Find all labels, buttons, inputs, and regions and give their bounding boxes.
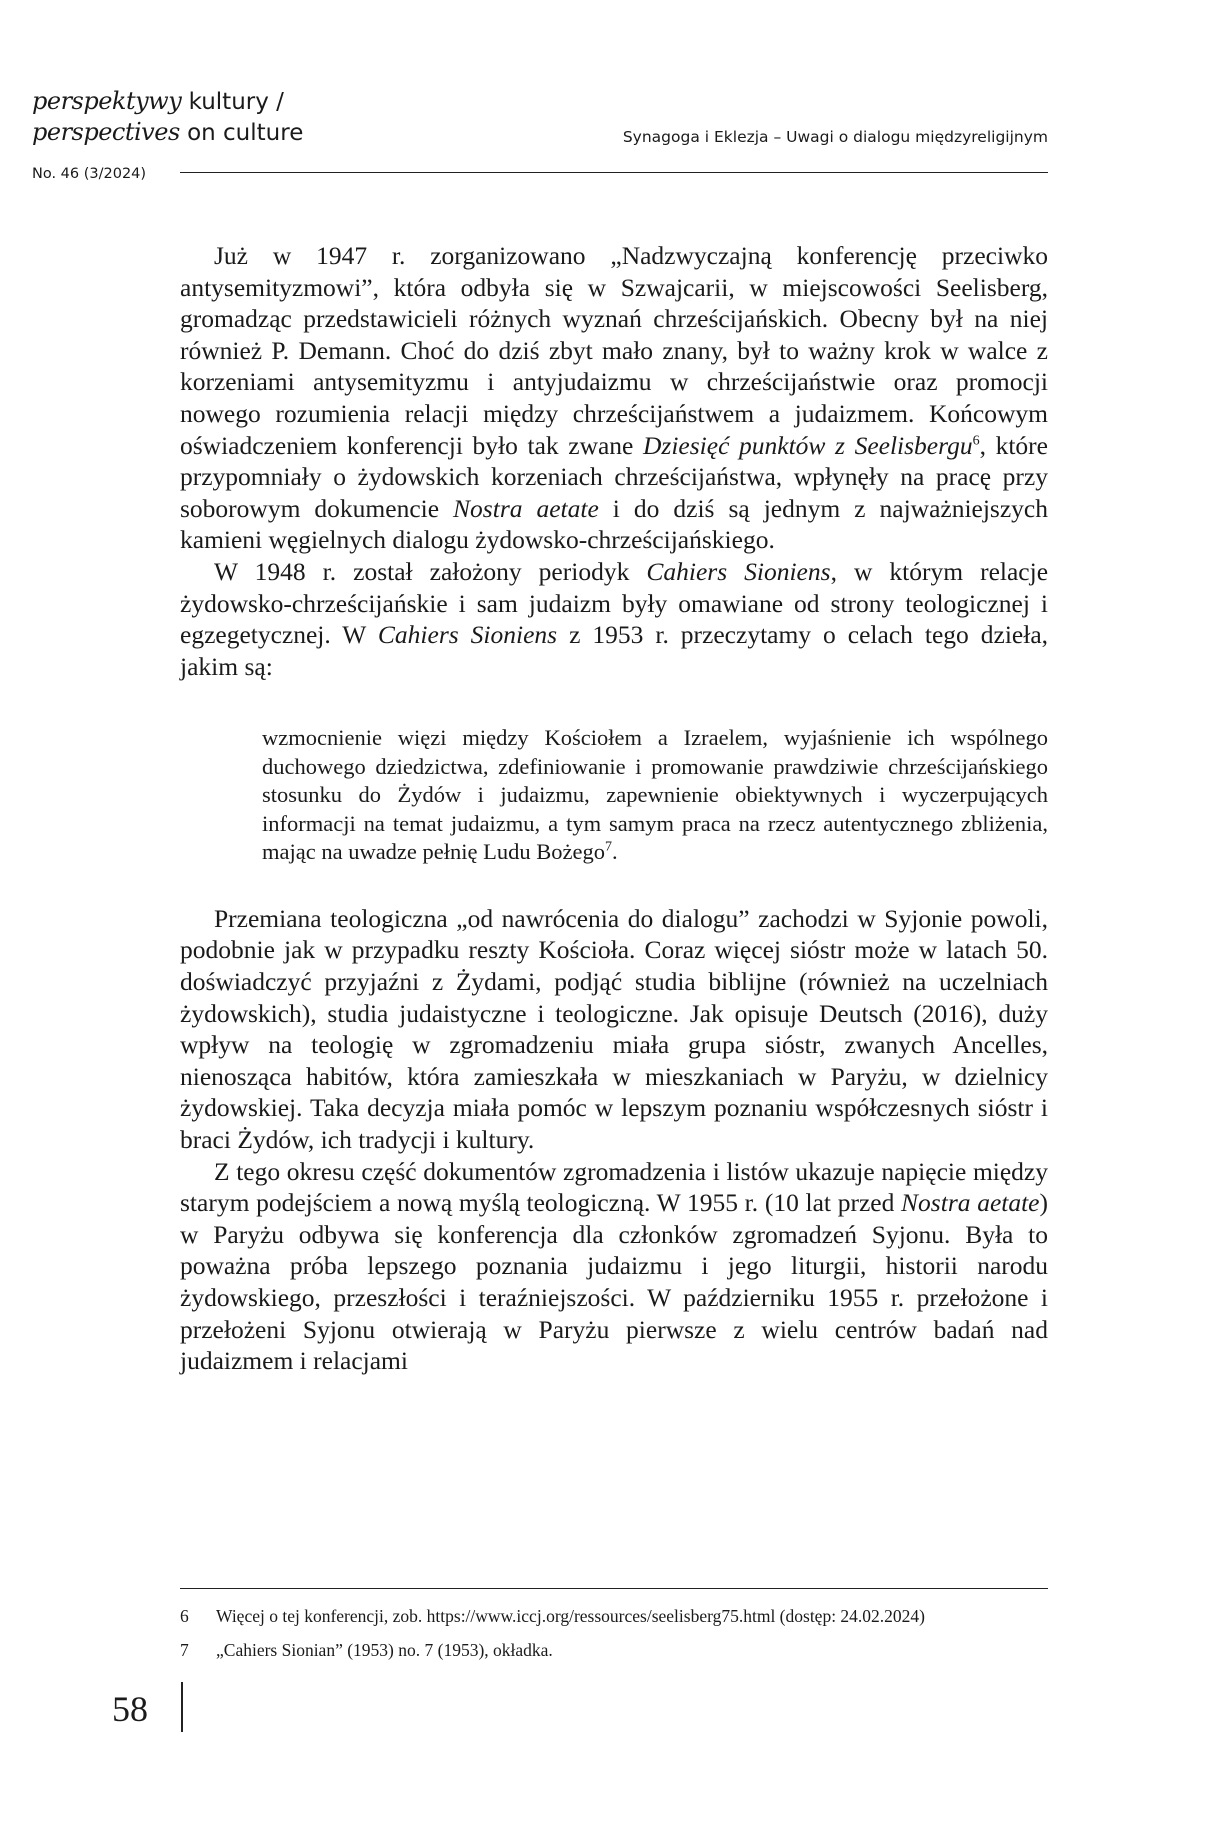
paragraph-4 bbox=[180, 1156, 1048, 1377]
journal-title-rest-en: on culture bbox=[179, 120, 304, 146]
footnote-number: 7 bbox=[180, 1640, 189, 1660]
journal-masthead bbox=[32, 86, 303, 182]
paragraph-4-text-c: ) w Paryżu odbywa się konferencja dla członków zgromadzeń Syjonu. Była to poważna próba lepszego poznania judaizmu i jego liturgii, historii narodu żydowskiego, przeszłości i teraźniejszości. W październiku 1955 r. przełożone i przełożeni Syjonu otwierają w Paryżu pierwsze z wielu centrów badań nad judaizmem i relacjami bbox=[180, 1188, 1048, 1376]
block-quote-text: wzmocnienie więzi między Kościołem a Izraelem, wyjaśnienie ich wspólnego duchowego dziedzictwa, zdefiniowanie i promowanie prawdziwie chrześcijańskiego stosunku do Żydów i judaizmu, zapewnienie obiektywnych i wyczerpujących informacji na temat judaizmu, a tym samym praca na rzecz autentycznego zbliżenia, mając na uwadze pełnię Ludu Bożego bbox=[262, 725, 1048, 865]
paragraph-2-italic-cahiers: Cahiers Sioniens bbox=[646, 556, 831, 586]
journal-title-script-en: perspectives bbox=[32, 118, 180, 146]
journal-title-script-pl: perspektywy bbox=[32, 87, 182, 115]
journal-title-line-1 bbox=[32, 86, 303, 117]
journal-title-rest-pl: kultury / bbox=[181, 89, 284, 115]
paragraph-1-text-c: , które przypomniały o żydowskich korzeniach chrześcijaństwa, wpłynęły na pracę przy soborowym dokumencie bbox=[180, 430, 1048, 523]
paragraph-2 bbox=[180, 556, 1048, 682]
header-rule bbox=[180, 172, 1048, 173]
paragraph-1 bbox=[180, 240, 1048, 556]
block-quote-end: . bbox=[611, 839, 618, 865]
paragraph-2-text-c: , w którym relacje żydowsko-chrześcijańskie i sam judaizm były omawiane od strony teologicznej i egzegetycznej. W bbox=[180, 556, 1049, 650]
footnote-text: „Cahiers Sionian” (1953) no. 7 (1953), okładka. bbox=[216, 1640, 553, 1660]
footnote-6 bbox=[180, 1604, 1048, 1628]
footnote-ref-7[interactable]: 7 bbox=[604, 839, 612, 855]
paragraph-2-text-e: z 1953 r. przeczytamy o celach tego dzieła, jakim są: bbox=[180, 620, 1049, 681]
running-head: Synagoga i Eklezja – Uwagi o dialogu międzyreligijnym bbox=[622, 128, 1048, 146]
footnote-text: Więcej o tej konferencji, zob. https://www.iccj.org/ressources/seelisberg75.html (dostęp: 24.02.2024) bbox=[216, 1606, 926, 1626]
block-quote bbox=[262, 724, 1048, 867]
paragraph-1-italic-title: Dziesięć punktów z Seelisbergu bbox=[643, 430, 973, 460]
body-text bbox=[180, 240, 1048, 1377]
paragraph-1-italic-nostra: Nostra aetate bbox=[453, 493, 599, 523]
paragraph-1-text-a: Już w 1947 r. zorganizowano „Nadzwyczajną konferencję przeciwko antysemityzmowi”, która odbyła się w Szwajcarii, w miejscowości Seelisberg, gromadząc przedstawicieli różnych wyznań chrześcijańskich. Obecny był na niej również P. Demann. Choć do dziś zbyt mało znany, był to ważny krok w walce z korzeniami antysemityzmu i antyjudaizmu w chrześcijaństwie oraz promocji nowego rozumienia relacji między chrześcijaństwem a judaizmem. Końcowym oświadczeniem konferencji było tak zwane bbox=[180, 241, 1048, 460]
paragraph-4-text-a: Z tego okresu część dokumentów zgromadzenia i listów ukazuje napięcie między starym podejściem a nową myślą teologiczną. W 1955 r. (10 lat przed bbox=[180, 1156, 1048, 1218]
footnote-ref-6[interactable]: 6 bbox=[972, 433, 980, 449]
page-number-bar bbox=[181, 1682, 183, 1732]
paragraph-3: Przemiana teologiczna „od nawrócenia do dialogu” zachodzi w Syjonie powoli, podobnie jak w przypadku reszty Kościoła. Coraz więcej sióstr może w latach 50. doświadczyć przyjaźni z Żydami, podjąć studia biblijne (również na uczelniach żydowskich), studia judaistyczne i teologiczne. Jak opisuje Deutsch (2016), duży wpływ na teologię w zgromadzeniu miała grupa sióstr, zwanych Ancelles, nienosząca habitów, która zamieszkała w mieszkaniach w Paryżu, w dzielnicy żydowskiej. Taka decyzja miała pomóc w lepszym poznaniu współczesnych sióstr i braci Żydów, ich tradycji i kultury. bbox=[180, 903, 1048, 1154]
page-number: 58 bbox=[112, 1689, 148, 1729]
journal-issue: No. 46 (3/2024) bbox=[32, 166, 147, 182]
paragraph-2-italic-cahiers-2: Cahiers Sioniens bbox=[377, 620, 558, 650]
paragraph-2-text-a: W 1948 r. został założony periodyk bbox=[214, 556, 647, 586]
footnote-7 bbox=[180, 1638, 1048, 1662]
paragraph-4-italic-nostra: Nostra aetate bbox=[901, 1188, 1040, 1218]
journal-title-line-2 bbox=[32, 117, 303, 148]
paragraph-1-text-e: i do dziś są jednym z najważniejszych kamieni węgielnych dialogu żydowsko-chrześcijańskiego. bbox=[180, 493, 1048, 555]
footnote-rule bbox=[180, 1588, 1048, 1589]
footnote-number: 6 bbox=[180, 1606, 189, 1626]
footnotes bbox=[180, 1604, 1048, 1672]
